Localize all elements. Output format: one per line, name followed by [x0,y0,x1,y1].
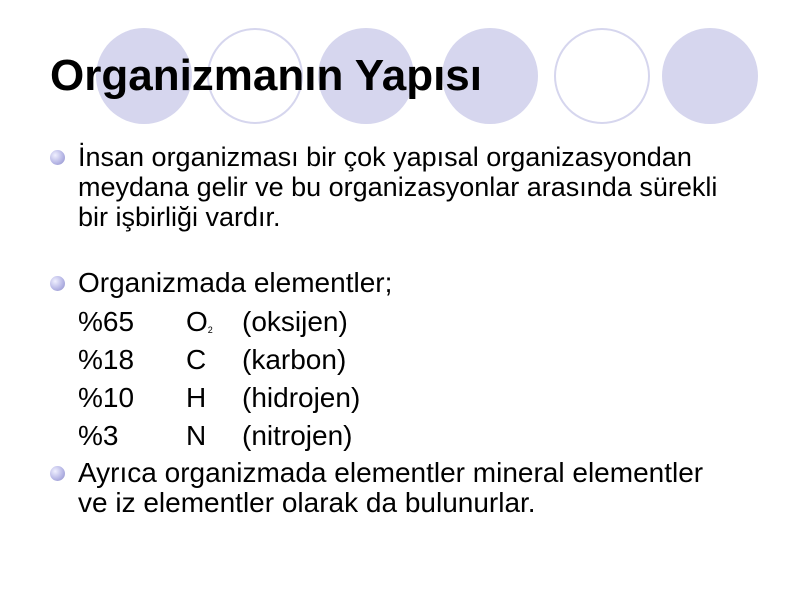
element-subscript: 2 [207,325,213,335]
element-symbol [186,305,213,347]
decorative-circle [662,28,758,124]
bullet-item [50,458,730,518]
bullet-item [50,268,730,298]
element-percent: %18 [78,344,135,375]
bullet-item [50,142,730,232]
element-percent: %3 [78,420,119,451]
bullet-icon [50,150,65,165]
element-symbol-letter: O [186,306,208,337]
element-percent: %65 [78,306,135,337]
bullet-text: Organizmada elementler; [78,267,393,298]
element-name: (hidrojen) [242,382,361,413]
element-name: (nitrojen) [242,420,353,451]
bullet-text: Ayrıca organizmada elementler mineral elementler ve iz elementler olarak da bulunurlar. [78,457,704,518]
element-name: (karbon) [242,344,347,375]
element-symbol: H [186,382,207,413]
bullet-icon [50,466,65,481]
slide-title: Organizmanın Yapısı [50,51,482,100]
element-name: (oksijen) [242,306,348,337]
bullet-icon [50,276,65,291]
element-symbol: C [186,344,207,375]
element-percent: %10 [78,382,135,413]
bullet-text: İnsan organizması bir çok yapısal organizasyondan meydana gelir ve bu organizasyonlar arasında sürekli bir işbirliği vardır. [78,142,718,232]
element-symbol: N [186,420,207,451]
decorative-circle-outline [554,28,650,124]
